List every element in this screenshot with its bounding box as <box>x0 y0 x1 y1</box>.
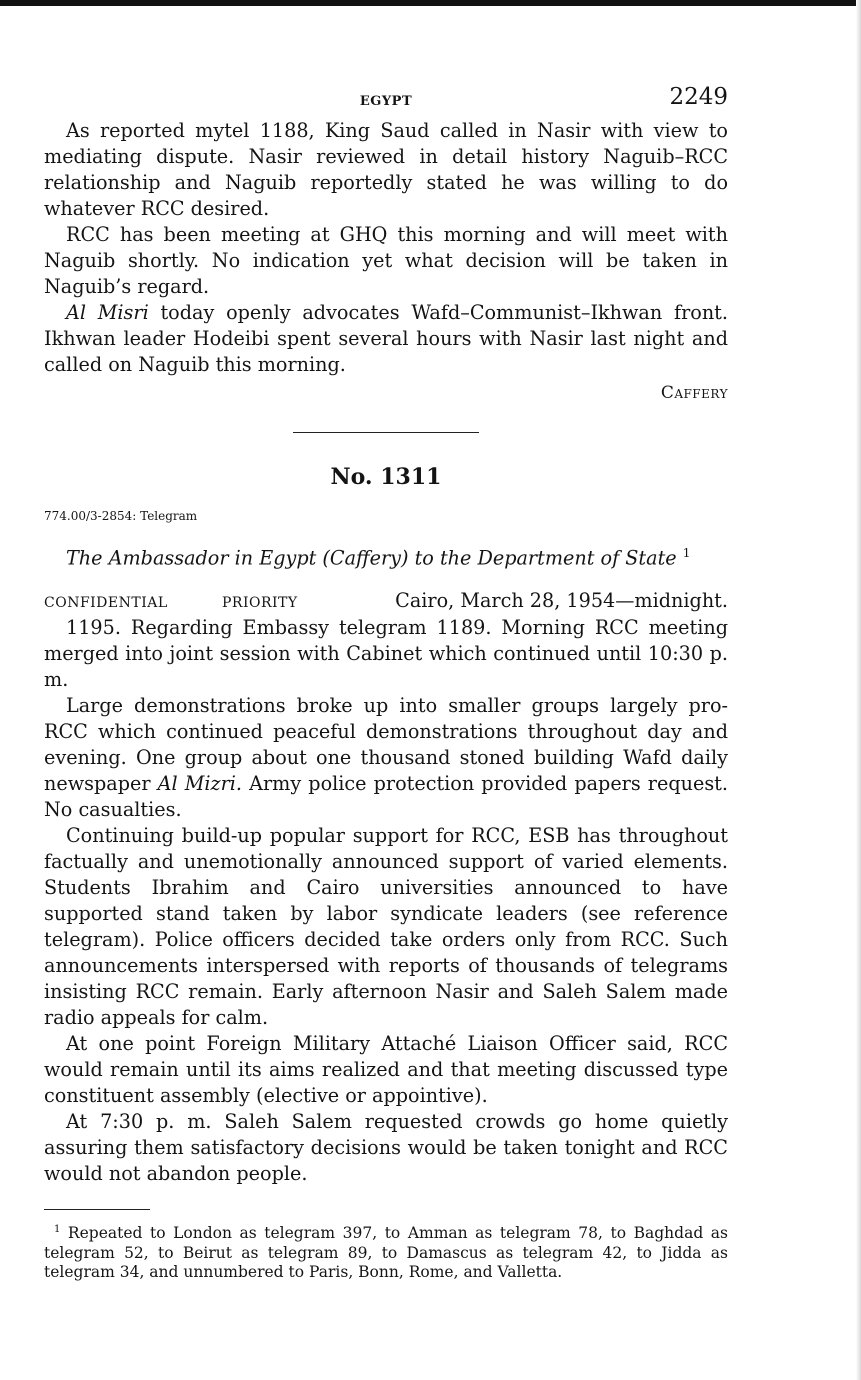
classification: CONFIDENTIAL <box>44 595 168 612</box>
document-title <box>44 540 728 571</box>
paragraph-text: At one point Foreign Military Attaché Liaison Officer said, RCC would remain until its aims realized and that meeting discussed type constituent assembly (elective or appointive). <box>44 1032 728 1108</box>
paragraph <box>44 615 728 693</box>
paragraph-text: Large demonstrations broke up into smaller groups largely pro-RCC which continued peaceful demonstrations throughout day and evening. One group about one thousand stoned building Wafd daily newspaper <box>44 694 728 796</box>
signature: Caffery <box>660 383 728 403</box>
footnote-number: 1 <box>54 1224 61 1236</box>
paragraph <box>44 823 728 1031</box>
document-title-text: The Ambassador in Egypt (Caffery) to the Department of State <box>66 546 677 570</box>
previous-document-continuation <box>44 118 728 406</box>
paragraph <box>44 1031 728 1109</box>
paragraph-text: 1195. Regarding Embassy telegram 1189. Morning RCC meeting merged into joint session with Cabinet which continued until 10:30 p. m. <box>44 616 728 692</box>
paragraph <box>44 118 728 222</box>
footnote-mark: 1 <box>682 546 691 560</box>
paragraph-text: As reported mytel 1188, King Saud called in Nasir with view to mediating dispute. Nasir reviewed in detail history Naguib–RCC relationship and Naguib reportedly stated he was willing to do whatever RCC desired. <box>44 119 728 220</box>
section-divider <box>293 432 479 433</box>
paragraph-text: RCC has been meeting at GHQ this morning and will meet with Naguib shortly. No indication yet what decision will be taken in Naguib’s regard. <box>44 223 728 298</box>
newspaper-name: Al Misri <box>66 301 149 324</box>
running-head <box>44 84 728 118</box>
telegram-header <box>44 589 728 615</box>
paragraph-text: today openly advocates Wafd–Communist–Ikhwan front. Ikhwan leader Hodeibi spent several hours with Nasir last night and called on Naguib this morning. <box>44 301 728 376</box>
paragraph <box>44 693 728 823</box>
paragraph <box>44 1109 728 1187</box>
running-title: EGYPT <box>359 94 413 109</box>
paragraph-text: Army police protection provided papers request. No casualties. <box>44 772 728 822</box>
footnote-text: Repeated to London as telegram 397, to Amman as telegram 78, to Baghdad as telegram 52, to Beirut as telegram 89, to Damascus as telegram 42, to Jidda as telegram 34, and unnumbered to Paris, Bonn, Rome, and Valletta. <box>44 1224 728 1281</box>
page-number: 2249 <box>669 84 728 110</box>
page <box>44 84 728 1282</box>
file-reference: 774.00/3-2854: Telegram <box>44 509 198 523</box>
dateline: Cairo, March 28, 1954—midnight. <box>395 589 728 613</box>
scan-right-edge <box>856 0 861 1380</box>
document-number: No. 1311 <box>330 464 442 490</box>
paragraph-text: At 7:30 p. m. Saleh Salem requested crowds go home quietly assuring them satisfactory decisions would be taken tonight and RCC would not abandon people. <box>44 1110 728 1186</box>
paragraph <box>44 222 728 300</box>
paragraph <box>44 300 728 378</box>
footnote-rule <box>44 1209 150 1210</box>
scan-top-edge <box>0 0 861 6</box>
newspaper-name: Al Mizri. <box>157 772 243 796</box>
footnote <box>44 1220 728 1281</box>
document-1311 <box>44 464 728 1187</box>
priority: PRIORITY <box>222 595 298 612</box>
paragraph-text: Continuing build-up popular support for RCC, ESB has throughout factually and unemotionally announced support of varied elements. Students Ibrahim and Cairo universities announced to have supported stand taken by labor syndicate leaders (see reference telegram). Police officers decided take orders only from RCC. Such announcements interspersed with reports of thousands of telegrams insisting RCC remain. Early afternoon Nasir and Saleh Salem made radio appeals for calm. <box>44 824 728 1030</box>
